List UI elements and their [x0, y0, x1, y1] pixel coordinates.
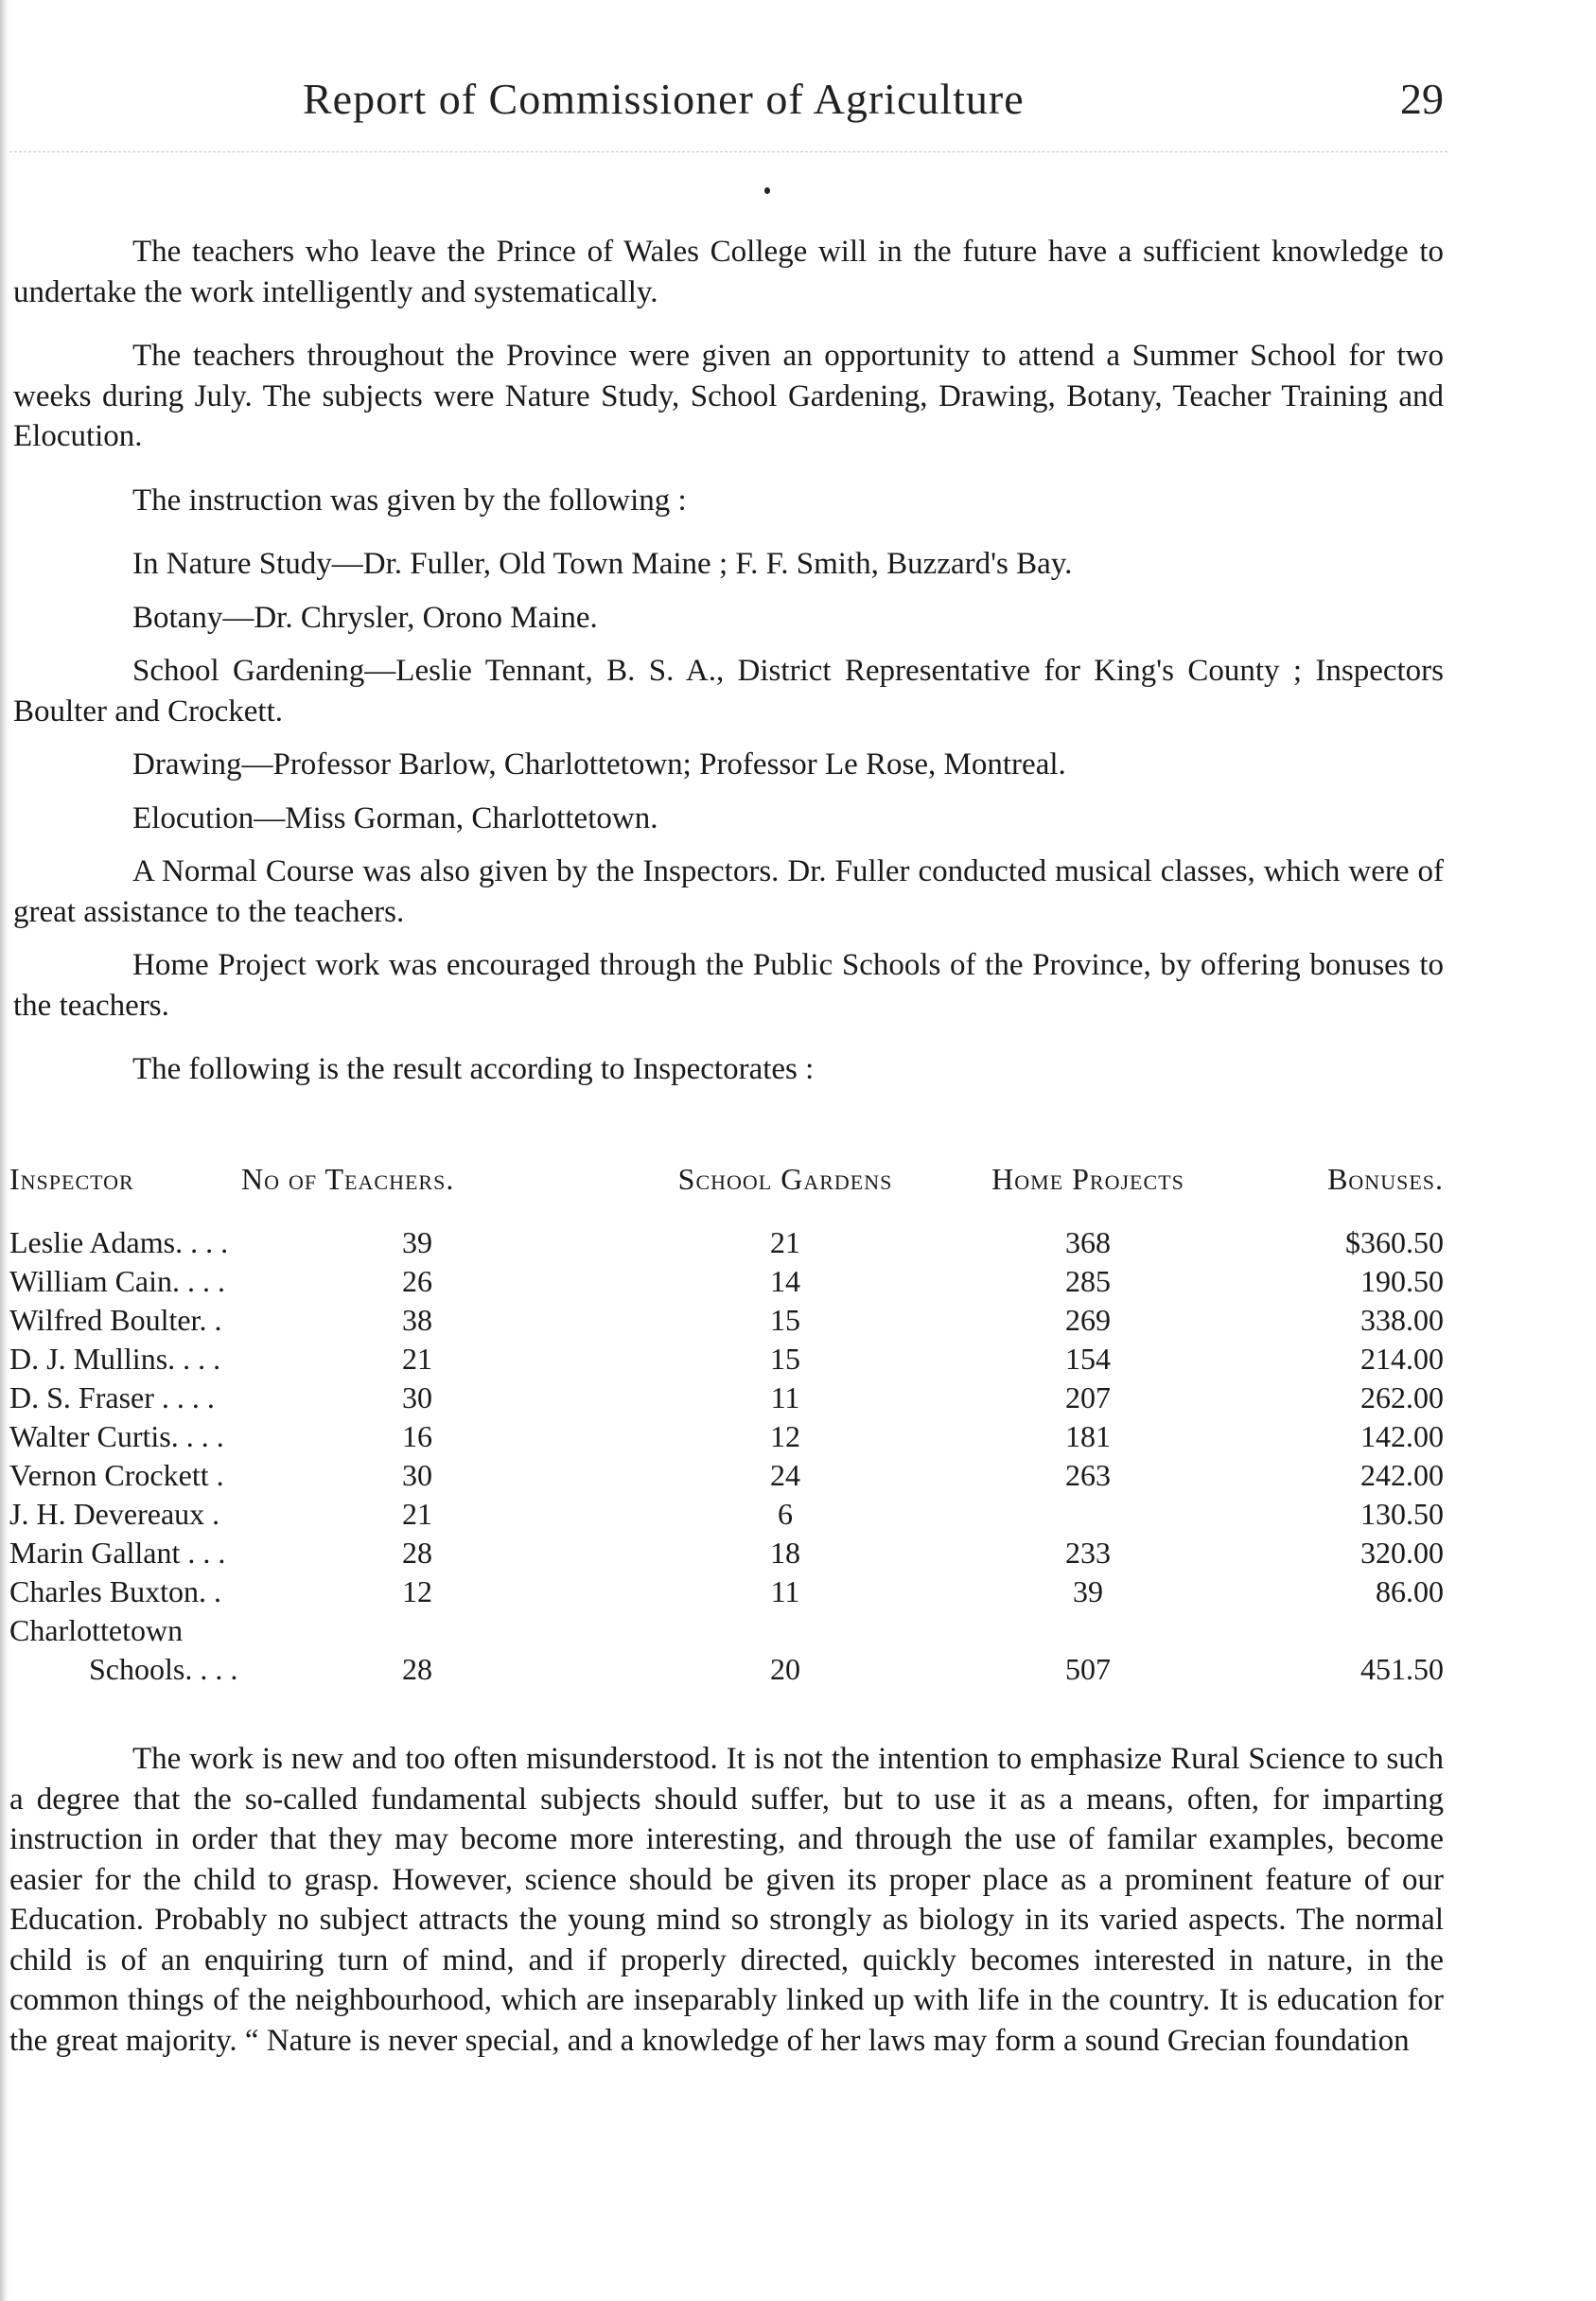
- teachers-count: 28: [402, 1536, 432, 1570]
- ink-dot: [764, 187, 770, 194]
- projects-count: 233: [1065, 1536, 1111, 1570]
- gardens-count: 18: [770, 1536, 800, 1570]
- paragraph-teachers: The teachers who leave the Prince of Wales College will in the future have a sufficient knowledge to undertake the work intelligently and systematically.: [13, 235, 1444, 309]
- inspector-name-continued: Schools. . . .: [89, 1652, 238, 1686]
- paragraph-instruction: The instruction was given by the following :: [132, 483, 687, 518]
- teachers-count: 38: [402, 1303, 432, 1337]
- gardens-count: 11: [770, 1380, 800, 1414]
- running-title: Report of Commissioner of Agriculture: [303, 75, 1025, 123]
- teachers-count: 30: [402, 1458, 432, 1492]
- paragraph-nature-study: In Nature Study—Dr. Fuller, Old Town Maine ; F. F. Smith, Buzzard's Bay.: [132, 547, 1073, 581]
- bonus-amount: 451.50: [1360, 1652, 1444, 1686]
- projects-count: 269: [1065, 1303, 1111, 1337]
- paragraph-elocution: Elocution—Miss Gorman, Charlottetown.: [132, 800, 658, 835]
- inspector-name: Charles Buxton. .: [9, 1574, 221, 1608]
- table-row-charlottetown: [9, 1650, 1444, 1689]
- projects-count: 368: [1065, 1225, 1111, 1259]
- projects-count: 263: [1065, 1458, 1111, 1492]
- page-header: [0, 74, 1596, 140]
- teachers-count: 28: [402, 1652, 432, 1686]
- table-row: [9, 1301, 1444, 1340]
- closing-text: [9, 1739, 1444, 2061]
- page-binding-edge: [0, 0, 9, 2301]
- paragraph-following: The following is the result according to Inspectorates :: [132, 1052, 815, 1086]
- paragraph-home-project: Home Project work was encouraged through the Public Schools of the Province, by offering bonuses to the teachers.: [13, 948, 1444, 1023]
- teachers-count: 16: [402, 1419, 432, 1453]
- table-row: [9, 1223, 1444, 1262]
- inspector-name: Charlottetown: [9, 1613, 184, 1647]
- gardens-count: 15: [770, 1342, 800, 1376]
- inspector-name: Leslie Adams. . . .: [9, 1225, 229, 1259]
- header-projects: Home Projects: [991, 1162, 1184, 1196]
- table-row: [9, 1340, 1444, 1379]
- bonus-amount: 338.00: [1360, 1303, 1444, 1337]
- inspector-name: Wilfred Boulter. .: [9, 1303, 222, 1337]
- table-row: [9, 1262, 1444, 1301]
- inspector-name: Marin Gallant . . .: [9, 1536, 226, 1570]
- bonus-amount: 142.00: [1360, 1419, 1444, 1453]
- paragraph-summer-school: The teachers throughout the Province were given an opportunity to attend a Summer School for two weeks during July. The subjects were Nature Study, School Gardening, Drawing, Botany, Teacher Training and Elocution.: [13, 339, 1444, 453]
- gardens-count: 20: [770, 1652, 800, 1686]
- page-number: 29: [1400, 75, 1444, 123]
- table-row: [9, 1456, 1444, 1495]
- inspector-name: D. S. Fraser . . . .: [9, 1380, 215, 1414]
- gardens-count: 21: [770, 1225, 800, 1259]
- bonus-amount: 242.00: [1360, 1458, 1444, 1492]
- paragraph-rural-science: The work is new and too often misunderstood. It is not the intention to emphasize Rural Science to such a degree that the so-called fundamental subjects should suffer, but to use it as a means, often, for imparting instruction in order that they may become more interesting, and through the use of familar examples, become easier for the child to grasp. However, science should be given its proper place as a prominent feature of our Education. Probably no subject attracts the young mind so strongly as biology in its varied aspects. The normal child is of an enquiring turn of mind, and if properly directed, quickly becomes interested in nature, in the common things of the neighbourhood, which are inseparably linked up with life in the country. It is education for the great majority. “ Nature is never special, and a knowledge of her laws may form a sound Grecian foundation: [9, 1742, 1444, 2058]
- table-header-row: [9, 1160, 1444, 1223]
- projects-count: [960, 1495, 1216, 1534]
- inspectorates-table: [9, 1160, 1444, 1689]
- table-body: [9, 1223, 1444, 1689]
- teachers-count: 12: [402, 1574, 432, 1608]
- gardens-count: 11: [770, 1574, 800, 1608]
- header-teachers: No of Teachers.: [241, 1162, 455, 1196]
- projects-count: 285: [1065, 1264, 1111, 1298]
- bonus-amount: 130.50: [1360, 1497, 1444, 1531]
- header-bonuses: Bonuses.: [1327, 1162, 1444, 1196]
- bonus-amount: 320.00: [1360, 1536, 1444, 1570]
- bonus-amount: 262.00: [1360, 1380, 1444, 1414]
- projects-count: 39: [1073, 1574, 1103, 1608]
- gardens-count: 15: [770, 1303, 800, 1337]
- header-gardens: School Gardens: [677, 1162, 893, 1196]
- bonus-amount: 86.00: [1376, 1574, 1444, 1608]
- teachers-count: 21: [402, 1342, 432, 1376]
- table-row: [9, 1572, 1444, 1611]
- table-row: [9, 1417, 1444, 1456]
- inspector-name: Walter Curtis. . . .: [9, 1419, 224, 1453]
- gardens-count: 14: [770, 1264, 800, 1298]
- body-text: [13, 232, 1444, 1090]
- projects-count: 154: [1065, 1342, 1111, 1376]
- paragraph-drawing: Drawing—Professor Barlow, Charlottetown; Professor Le Rose, Montreal.: [132, 747, 1066, 782]
- inspector-name: William Cain. . . .: [9, 1264, 226, 1298]
- bonus-amount: $360.50: [1345, 1225, 1444, 1259]
- bonus-amount: 214.00: [1360, 1342, 1444, 1376]
- paragraph-normal-course: A Normal Course was also given by the Inspectors. Dr. Fuller conducted musical classes, which were of great assistance to the teachers.: [13, 854, 1444, 929]
- inspector-name: J. H. Devereaux .: [9, 1497, 220, 1531]
- inspector-name: D. J. Mullins. . . .: [9, 1342, 221, 1376]
- header-inspector: Inspector: [9, 1162, 134, 1196]
- projects-count: 507: [1065, 1652, 1111, 1686]
- projects-count: 207: [1065, 1380, 1111, 1414]
- inspector-name: Vernon Crockett .: [9, 1458, 224, 1492]
- paragraph-botany: Botany—Dr. Chrysler, Orono Maine.: [132, 600, 598, 635]
- table-row-charlottetown-label: [9, 1611, 1444, 1650]
- table-row: [9, 1534, 1444, 1572]
- teachers-count: 39: [402, 1225, 432, 1259]
- teachers-count: 30: [402, 1380, 432, 1414]
- table-row: [9, 1495, 1444, 1534]
- gardens-count: 24: [770, 1458, 800, 1492]
- teachers-count: 21: [402, 1497, 432, 1531]
- paragraph-school-gardening: School Gardening—Leslie Tennant, B. S. A., District Representative for King's County ; Inspectors Boulter and Crockett.: [13, 654, 1444, 729]
- table-row: [9, 1379, 1444, 1417]
- teachers-count: 26: [402, 1264, 432, 1298]
- gardens-count: 6: [778, 1497, 793, 1531]
- gardens-count: 12: [770, 1419, 800, 1453]
- projects-count: 181: [1065, 1419, 1111, 1453]
- header-rule: [9, 151, 1447, 152]
- bonus-amount: 190.50: [1360, 1264, 1444, 1298]
